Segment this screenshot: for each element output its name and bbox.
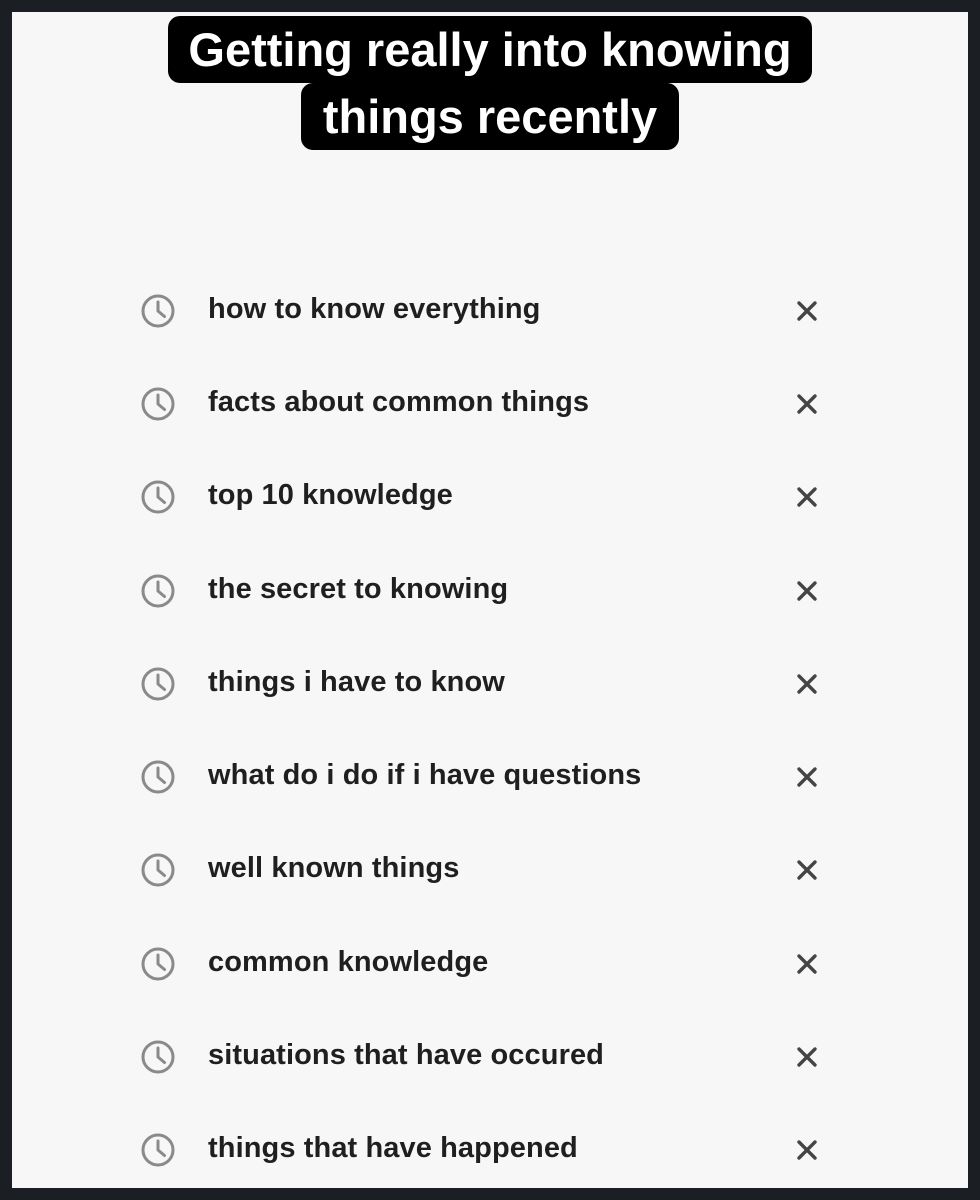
close-icon[interactable] <box>792 1042 822 1072</box>
search-history-item-4[interactable] <box>140 544 840 637</box>
search-history-item-1[interactable] <box>140 264 840 357</box>
clock-icon <box>140 479 176 515</box>
search-history-query: common knowledge <box>208 945 489 978</box>
search-history-query: well known things <box>208 852 460 885</box>
clock-icon <box>140 293 176 329</box>
search-history-list <box>140 264 840 1188</box>
close-icon[interactable] <box>792 576 822 606</box>
screenshot-frame <box>12 12 968 1188</box>
clock-icon <box>140 666 176 702</box>
search-history-item-10[interactable] <box>140 1104 840 1188</box>
caption <box>12 16 968 150</box>
search-history-query: facts about common things <box>208 386 590 419</box>
close-icon[interactable] <box>792 949 822 979</box>
search-history-item-3[interactable] <box>140 451 840 544</box>
search-history-query: the secret to knowing <box>208 572 509 605</box>
search-history-item-7[interactable] <box>140 824 840 917</box>
caption-line-1: Getting really into knowing <box>168 16 811 83</box>
clock-icon <box>140 386 176 422</box>
clock-icon <box>140 852 176 888</box>
close-icon[interactable] <box>792 762 822 792</box>
search-history-item-2[interactable] <box>140 357 840 450</box>
search-history-item-9[interactable] <box>140 1010 840 1103</box>
close-icon[interactable] <box>792 482 822 512</box>
search-history-query: situations that have occured <box>208 1039 604 1072</box>
search-history-item-8[interactable] <box>140 917 840 1010</box>
clock-icon <box>140 759 176 795</box>
caption-line-2: things recently <box>301 83 679 150</box>
clock-icon <box>140 1039 176 1075</box>
clock-icon <box>140 1132 176 1168</box>
search-history-query: things i have to know <box>208 666 505 699</box>
close-icon[interactable] <box>792 669 822 699</box>
search-history-query: top 10 knowledge <box>208 479 453 512</box>
search-history-item-6[interactable] <box>140 730 840 823</box>
close-icon[interactable] <box>792 389 822 419</box>
clock-icon <box>140 573 176 609</box>
search-history-query: how to know everything <box>208 292 541 325</box>
close-icon[interactable] <box>792 296 822 326</box>
close-icon[interactable] <box>792 855 822 885</box>
search-history-query: what do i do if i have questions <box>208 759 642 792</box>
search-history-query: things that have happened <box>208 1132 578 1165</box>
search-history-item-5[interactable] <box>140 637 840 730</box>
close-icon[interactable] <box>792 1135 822 1165</box>
clock-icon <box>140 946 176 982</box>
